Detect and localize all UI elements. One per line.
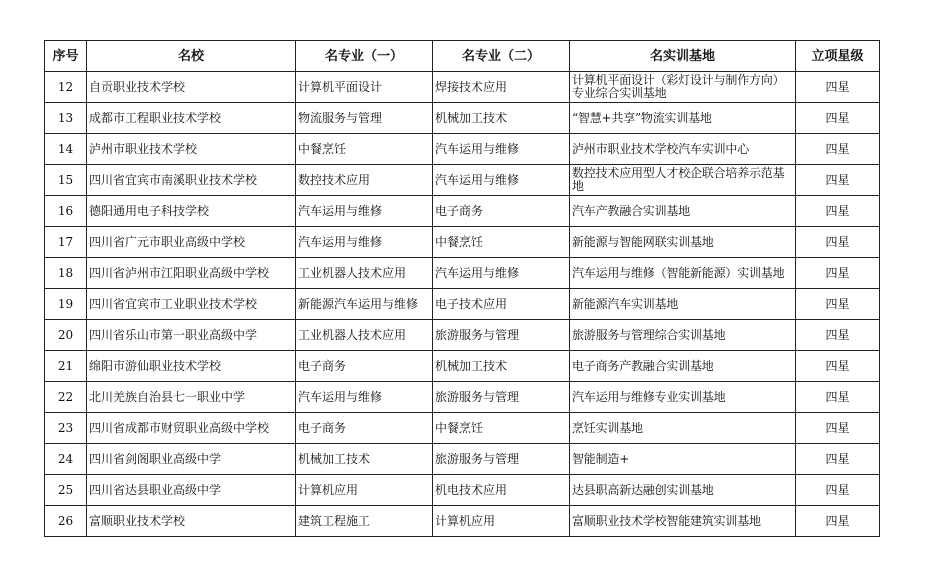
cell-school: 四川省成都市财贸职业高级中学校 bbox=[87, 413, 296, 444]
cell-training-base: 富顺职业技术学校智能建筑实训基地 bbox=[570, 506, 796, 537]
cell-number: 22 bbox=[45, 382, 87, 413]
cell-major-2: 电子商务 bbox=[433, 196, 570, 227]
cell-school: 四川省广元市职业高级中学校 bbox=[87, 227, 296, 258]
cell-star-level: 四星 bbox=[796, 134, 880, 165]
cell-major-1: 数控技术应用 bbox=[296, 165, 433, 196]
cell-major-2: 旅游服务与管理 bbox=[433, 320, 570, 351]
cell-school: 富顺职业技术学校 bbox=[87, 506, 296, 537]
table-row bbox=[45, 506, 880, 537]
cell-major-1: 计算机应用 bbox=[296, 475, 433, 506]
col-header-number: 序号 bbox=[45, 41, 87, 72]
cell-training-base: 旅游服务与管理综合实训基地 bbox=[570, 320, 796, 351]
cell-number: 23 bbox=[45, 413, 87, 444]
cell-number: 25 bbox=[45, 475, 87, 506]
col-header-major-1: 名专业（一） bbox=[296, 41, 433, 72]
cell-major-1: 物流服务与管理 bbox=[296, 103, 433, 134]
cell-star-level: 四星 bbox=[796, 444, 880, 475]
col-header-school: 名校 bbox=[87, 41, 296, 72]
cell-major-2: 机械加工技术 bbox=[433, 351, 570, 382]
cell-major-2: 汽车运用与维修 bbox=[433, 165, 570, 196]
cell-training-base: 数控技术应用型人才校企联合培养示范基地 bbox=[570, 165, 796, 196]
cell-major-2: 中餐烹饪 bbox=[433, 413, 570, 444]
cell-major-1: 机械加工技术 bbox=[296, 444, 433, 475]
cell-star-level: 四星 bbox=[796, 227, 880, 258]
table-header bbox=[45, 41, 880, 72]
cell-school: 四川省达县职业高级中学 bbox=[87, 475, 296, 506]
cell-training-base: 汽车运用与维修（智能新能源）实训基地 bbox=[570, 258, 796, 289]
table-row bbox=[45, 258, 880, 289]
cell-major-1: 计算机平面设计 bbox=[296, 72, 433, 103]
cell-star-level: 四星 bbox=[796, 351, 880, 382]
table-row bbox=[45, 103, 880, 134]
table-row bbox=[45, 72, 880, 103]
cell-major-2: 焊接技术应用 bbox=[433, 72, 570, 103]
cell-star-level: 四星 bbox=[796, 103, 880, 134]
cell-training-base: 达县职高新达融创实训基地 bbox=[570, 475, 796, 506]
cell-school: 泸州市职业技术学校 bbox=[87, 134, 296, 165]
table-row bbox=[45, 320, 880, 351]
cell-school: 自贡职业技术学校 bbox=[87, 72, 296, 103]
cell-number: 24 bbox=[45, 444, 87, 475]
cell-school: 绵阳市游仙职业技术学校 bbox=[87, 351, 296, 382]
cell-school: 四川省宜宾市工业职业技术学校 bbox=[87, 289, 296, 320]
cell-star-level: 四星 bbox=[796, 413, 880, 444]
cell-number: 20 bbox=[45, 320, 87, 351]
cell-major-1: 汽车运用与维修 bbox=[296, 227, 433, 258]
table-row bbox=[45, 289, 880, 320]
cell-training-base: 烹饪实训基地 bbox=[570, 413, 796, 444]
cell-star-level: 四星 bbox=[796, 72, 880, 103]
cell-number: 12 bbox=[45, 72, 87, 103]
table-row bbox=[45, 475, 880, 506]
cell-star-level: 四星 bbox=[796, 196, 880, 227]
cell-star-level: 四星 bbox=[796, 382, 880, 413]
cell-number: 16 bbox=[45, 196, 87, 227]
cell-major-2: 汽车运用与维修 bbox=[433, 258, 570, 289]
cell-school: 四川省乐山市第一职业高级中学 bbox=[87, 320, 296, 351]
table-row bbox=[45, 382, 880, 413]
cell-major-2: 机电技术应用 bbox=[433, 475, 570, 506]
cell-training-base: 新能源与智能网联实训基地 bbox=[570, 227, 796, 258]
cell-star-level: 四星 bbox=[796, 506, 880, 537]
cell-major-1: 工业机器人技术应用 bbox=[296, 258, 433, 289]
project-list-table bbox=[44, 40, 880, 537]
cell-number: 21 bbox=[45, 351, 87, 382]
cell-major-2: 计算机应用 bbox=[433, 506, 570, 537]
cell-major-1: 建筑工程施工 bbox=[296, 506, 433, 537]
cell-star-level: 四星 bbox=[796, 258, 880, 289]
cell-training-base: 汽车产教融合实训基地 bbox=[570, 196, 796, 227]
cell-number: 18 bbox=[45, 258, 87, 289]
cell-major-1: 中餐烹饪 bbox=[296, 134, 433, 165]
cell-star-level: 四星 bbox=[796, 475, 880, 506]
cell-training-base: 新能源汽车实训基地 bbox=[570, 289, 796, 320]
cell-number: 17 bbox=[45, 227, 87, 258]
cell-star-level: 四星 bbox=[796, 320, 880, 351]
table-row bbox=[45, 444, 880, 475]
cell-school: 成都市工程职业技术学校 bbox=[87, 103, 296, 134]
cell-major-1: 电子商务 bbox=[296, 413, 433, 444]
cell-number: 15 bbox=[45, 165, 87, 196]
header-row bbox=[45, 41, 880, 72]
cell-major-1: 工业机器人技术应用 bbox=[296, 320, 433, 351]
cell-training-base: 计算机平面设计（彩灯设计与制作方向）专业综合实训基地 bbox=[570, 72, 796, 103]
cell-star-level: 四星 bbox=[796, 165, 880, 196]
cell-major-1: 汽车运用与维修 bbox=[296, 196, 433, 227]
col-header-training-base: 名实训基地 bbox=[570, 41, 796, 72]
cell-major-2: 汽车运用与维修 bbox=[433, 134, 570, 165]
table-row bbox=[45, 351, 880, 382]
table-row bbox=[45, 413, 880, 444]
table-row bbox=[45, 227, 880, 258]
col-header-major-2: 名专业（二） bbox=[433, 41, 570, 72]
table-body bbox=[45, 72, 880, 537]
col-header-star-level: 立项星级 bbox=[796, 41, 880, 72]
cell-school: 四川省泸州市江阳职业高级中学校 bbox=[87, 258, 296, 289]
cell-major-2: 旅游服务与管理 bbox=[433, 382, 570, 413]
cell-major-2: 机械加工技术 bbox=[433, 103, 570, 134]
cell-major-1: 电子商务 bbox=[296, 351, 433, 382]
cell-star-level: 四星 bbox=[796, 289, 880, 320]
cell-training-base: 智能制造+ bbox=[570, 444, 796, 475]
cell-school: 北川羌族自治县七一职业中学 bbox=[87, 382, 296, 413]
cell-training-base: 电子商务产教融合实训基地 bbox=[570, 351, 796, 382]
cell-major-1: 汽车运用与维修 bbox=[296, 382, 433, 413]
cell-major-2: 电子技术应用 bbox=[433, 289, 570, 320]
table-row bbox=[45, 134, 880, 165]
cell-training-base: 泸州市职业技术学校汽车实训中心 bbox=[570, 134, 796, 165]
table-row bbox=[45, 165, 880, 196]
cell-training-base: “智慧+共享”物流实训基地 bbox=[570, 103, 796, 134]
cell-number: 26 bbox=[45, 506, 87, 537]
cell-school: 四川省剑阁职业高级中学 bbox=[87, 444, 296, 475]
cell-number: 14 bbox=[45, 134, 87, 165]
cell-number: 13 bbox=[45, 103, 87, 134]
table-row bbox=[45, 196, 880, 227]
cell-training-base: 汽车运用与维修专业实训基地 bbox=[570, 382, 796, 413]
cell-school: 四川省宜宾市南溪职业技术学校 bbox=[87, 165, 296, 196]
cell-number: 19 bbox=[45, 289, 87, 320]
cell-major-1: 新能源汽车运用与维修 bbox=[296, 289, 433, 320]
cell-major-2: 旅游服务与管理 bbox=[433, 444, 570, 475]
cell-major-2: 中餐烹饪 bbox=[433, 227, 570, 258]
cell-school: 德阳通用电子科技学校 bbox=[87, 196, 296, 227]
